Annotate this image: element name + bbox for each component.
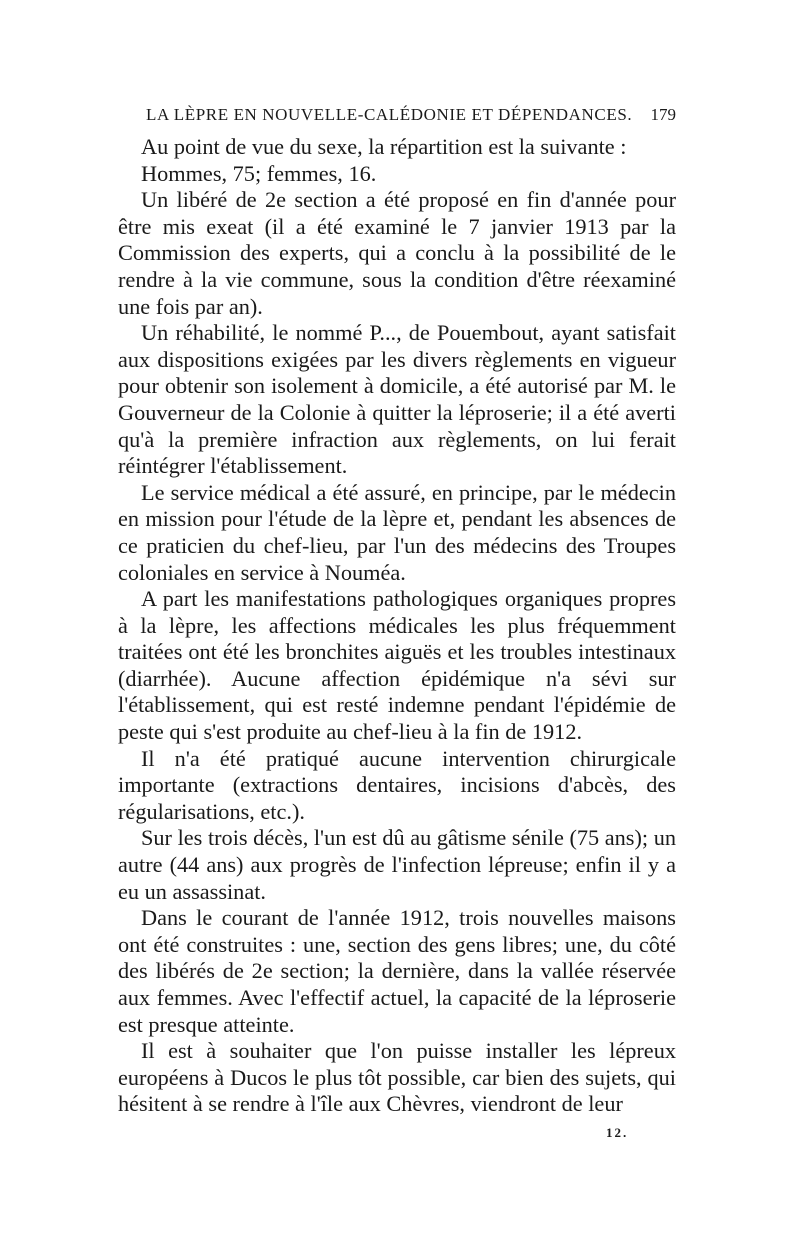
book-page bbox=[118, 102, 676, 1118]
paragraph-medical-service: Le service médical a été assuré, en principe, par le médecin en mission pour l'étude de la lèpre et, pendant les absences de ce praticien du chef-lieu, par l'un des médecins des Troupes coloniales en service à Nouméa. bbox=[118, 479, 676, 585]
running-header bbox=[118, 102, 676, 128]
paragraph-exeat: Un libéré de 2e section a été proposé en fin d'année pour être mis exeat (il a été examiné le 7 janvier 1913 par la Commission des experts, qui a conclu à la possibilité de le rendre à la vie commune, sous la condition d'être réexaminé une fois par an). bbox=[118, 187, 676, 319]
paragraph-pathology: A part les manifestations pathologiques organiques propres à la lèpre, les affections médicales les plus fréquemment traitées ont été les bronchites aiguës et les troubles intestinaux (diarrhée). Aucune affection épidémique n'a sévi sur l'établissement, qui est resté indemne pendant l'épidémie de peste qui s'est produite au chef-lieu à la fin de 1912. bbox=[118, 586, 676, 745]
paragraph-construction: Dans le courant de l'année 1912, trois nouvelles maisons ont été construites : une, section des gens libres; une, du côté des libérés de 2e section; la dernière, dans la vallée réservée aux femmes. Avec l'effectif actuel, la capacité de la léproserie est presque atteinte. bbox=[118, 905, 676, 1037]
paragraph-rehabilitated: Un réhabilité, le nommé P..., de Pouembout, ayant satisfait aux dispositions exigées par les divers règlements en vigueur pour obtenir son isolement à domicile, a été autorisé par M. le Gouverneur de la Colonie à quitter la léproserie; il a été averti qu'à la première infraction aux règlements, on lui ferait réintégrer l'établissement. bbox=[118, 320, 676, 479]
page-number: 179 bbox=[650, 105, 676, 124]
running-title: LA LÈPRE EN NOUVELLE-CALÉDONIE ET DÉPENDANCES. bbox=[146, 105, 633, 124]
signature-mark: 12. bbox=[606, 1125, 629, 1140]
paragraph-sex-distribution: Au point de vue du sexe, la répartition est la suivante : bbox=[141, 134, 627, 159]
body-text bbox=[118, 134, 676, 1118]
paragraph-surgery: Il n'a été pratiqué aucune intervention chirurgicale importante (extractions dentaires, incisions d'abcès, des régularisations, etc.). bbox=[118, 745, 676, 824]
paragraph-counts: Hommes, 75; femmes, 16. bbox=[141, 160, 377, 186]
paragraph-deaths: Sur les trois décès, l'un est dû au gâtisme sénile (75 ans); un autre (44 ans) aux progrès de l'infection lépreuse; enfin il y a eu un assassinat. bbox=[118, 825, 676, 904]
paragraph-ducos: Il est à souhaiter que l'on puisse installer les lépreux européens à Ducos le plus tôt possible, car bien des sujets, qui hésitent à se rendre à l'île aux Chèvres, viendront de leur bbox=[118, 1038, 676, 1117]
